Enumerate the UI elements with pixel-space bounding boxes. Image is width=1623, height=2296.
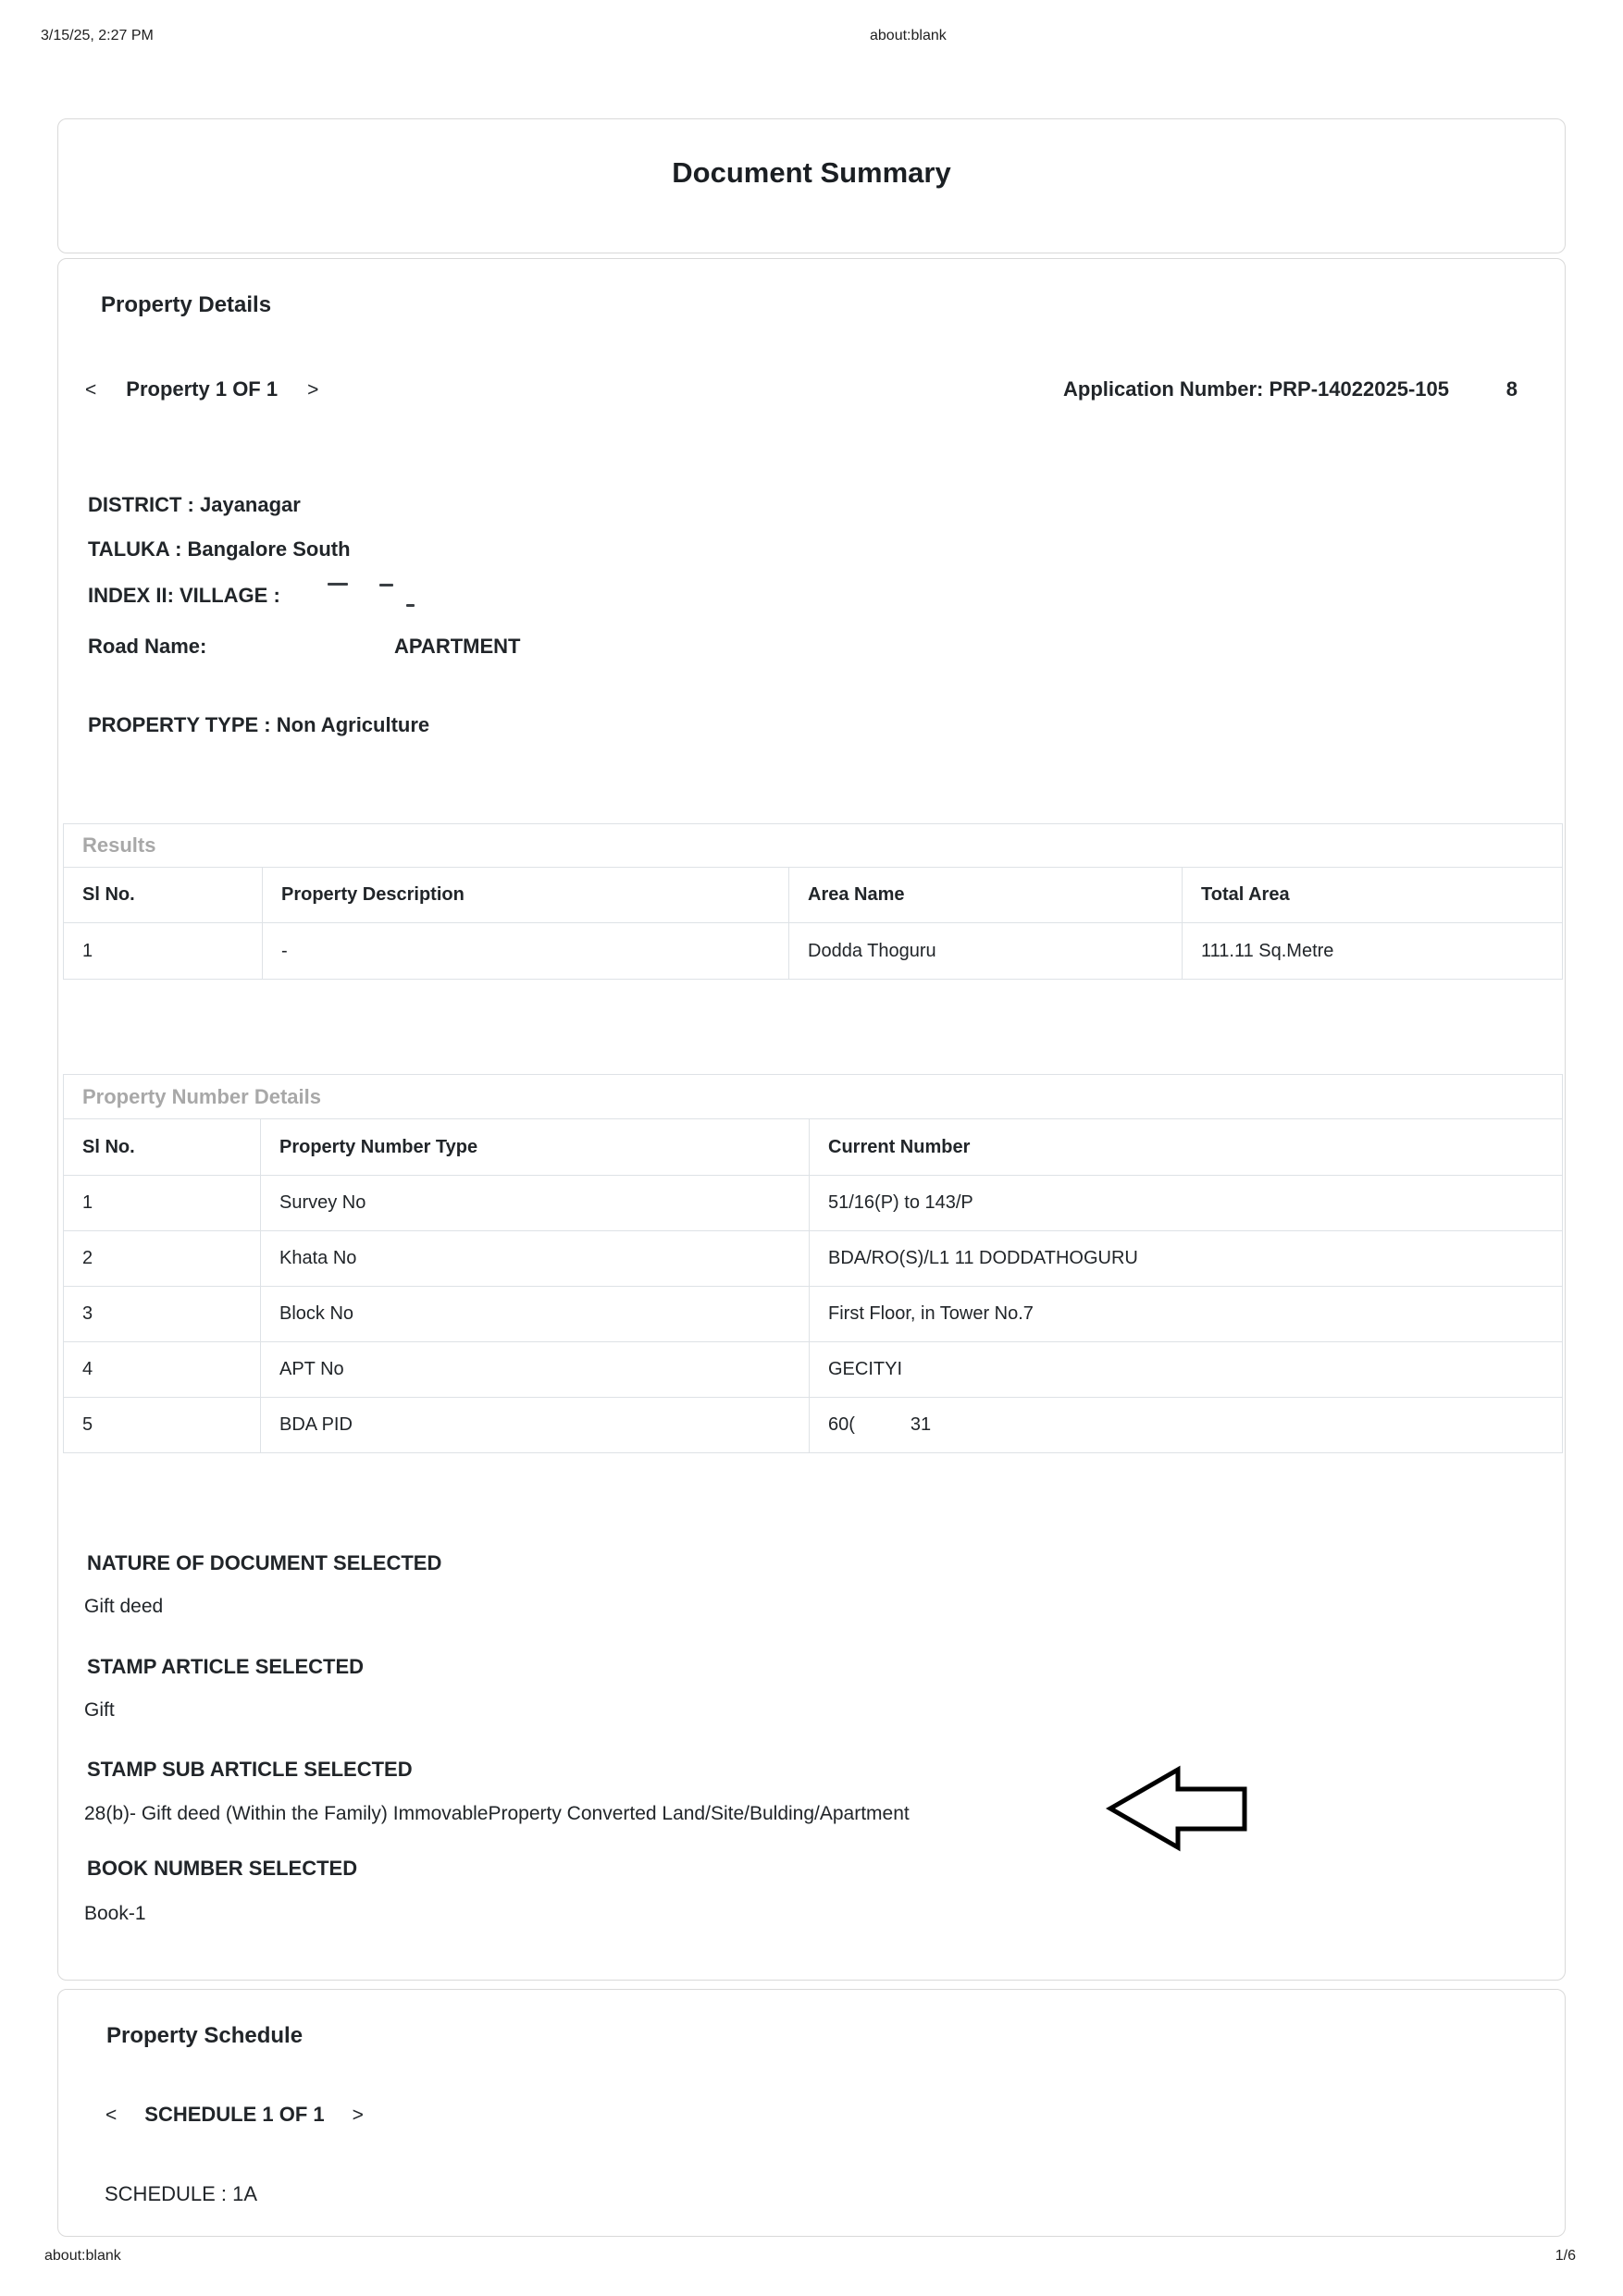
column-header: Current Number: [810, 1119, 1563, 1176]
redaction-remnant: [406, 604, 415, 607]
road-name-line: [88, 635, 521, 659]
print-footer-page-number: 1/6: [1555, 2248, 1576, 2264]
cell-number-type: APT No: [261, 1342, 810, 1398]
application-number-partial-char: 5: [1437, 377, 1449, 401]
stamp-article-value: Gift: [84, 1699, 115, 1721]
book-number-label: BOOK NUMBER SELECTED: [87, 1857, 358, 1880]
cell-current-number: GECITYI: [810, 1342, 1563, 1398]
cell-sl-no: 1: [64, 1176, 261, 1231]
column-header: Property Description: [263, 868, 789, 923]
schedule-line: SCHEDULE : 1A: [105, 2182, 258, 2205]
column-header: Sl No.: [64, 1119, 261, 1176]
results-table: [63, 823, 1563, 980]
schedule-pager-label: SCHEDULE 1 OF 1: [144, 2103, 325, 2126]
cell-area-name: Dodda Thoguru: [789, 923, 1183, 980]
table-row: [64, 1231, 1563, 1287]
redaction-remnant: [379, 584, 393, 586]
stamp-sub-article-label: STAMP SUB ARTICLE SELECTED: [87, 1758, 413, 1781]
print-header-timestamp: 3/15/25, 2:27 PM: [41, 28, 154, 43]
table-header-row: [64, 1119, 1563, 1176]
bda-pid-suffix: 31: [910, 1414, 932, 1435]
table-row: [64, 1398, 1563, 1453]
cell-current-number: 51/16(P) to 143/P: [810, 1176, 1563, 1231]
column-header: Property Number Type: [261, 1119, 810, 1176]
property-pager: [81, 377, 322, 401]
page-title: Document Summary: [672, 156, 951, 189]
stamp-sub-article-value: 28(b)- Gift deed (Within the Family) ImmovableProperty Converted Land/Site/Bulding/Apartment: [84, 1803, 910, 1824]
table-header-row: [64, 868, 1563, 923]
chevron-left-icon[interactable]: <: [85, 379, 97, 401]
results-caption: Results: [64, 824, 1563, 868]
application-number-text: Application Number: PRP-14022025-10: [1063, 377, 1438, 401]
stamp-article-label: STAMP ARTICLE SELECTED: [87, 1655, 365, 1678]
cell-sl-no: 5: [64, 1398, 261, 1453]
chevron-right-icon[interactable]: >: [352, 2105, 364, 2126]
cell-current-number: [810, 1398, 1563, 1453]
book-number-value: Book-1: [84, 1903, 146, 1924]
road-name-label: Road Name:: [88, 635, 207, 658]
cell-current-number: BDA/RO(S)/L1 11 DODDATHOGURU: [810, 1231, 1563, 1287]
document-summary-card: [57, 118, 1566, 253]
property-schedule-heading: Property Schedule: [106, 2023, 304, 2048]
redaction-remnant: [328, 583, 348, 586]
nature-of-document-label: NATURE OF DOCUMENT SELECTED: [87, 1551, 442, 1574]
column-header: Area Name: [789, 868, 1183, 923]
cell-number-type: Khata No: [261, 1231, 810, 1287]
property-pager-label: Property 1 OF 1: [126, 377, 279, 401]
property-type-line: PROPERTY TYPE : Non Agriculture: [88, 713, 430, 736]
application-number-tail: 8: [1505, 377, 1518, 401]
district-line: DISTRICT : Jayanagar: [88, 493, 301, 516]
table-caption-row: [64, 824, 1563, 868]
property-number-caption: Property Number Details: [64, 1075, 1563, 1119]
cell-current-number: First Floor, in Tower No.7: [810, 1287, 1563, 1342]
chevron-right-icon[interactable]: >: [307, 379, 319, 401]
table-row: [64, 1176, 1563, 1231]
annotation-arrow-left-icon: [1104, 1765, 1250, 1854]
property-details-heading: Property Details: [101, 292, 272, 317]
cell-number-type: Survey No: [261, 1176, 810, 1231]
schedule-pager: [102, 2103, 367, 2127]
table-row: [64, 1287, 1563, 1342]
index-village-line: INDEX II: VILLAGE :: [88, 584, 280, 607]
property-number-details-table: [63, 1074, 1563, 1453]
application-number: [1063, 377, 1518, 401]
cell-sl-no: 4: [64, 1342, 261, 1398]
property-details-card: [57, 258, 1566, 1981]
print-footer-source: about:blank: [44, 2248, 121, 2264]
chevron-left-icon[interactable]: <: [105, 2105, 118, 2126]
cell-sl-no: 2: [64, 1231, 261, 1287]
cell-property-description: -: [263, 923, 789, 980]
table-caption-row: [64, 1075, 1563, 1119]
column-header: Sl No.: [64, 868, 263, 923]
property-schedule-card: [57, 1989, 1566, 2237]
road-name-value: APARTMENT: [394, 635, 521, 658]
cell-sl-no: 1: [64, 923, 263, 980]
column-header: Total Area: [1183, 868, 1563, 923]
table-row: [64, 923, 1563, 980]
cell-total-area: 111.11 Sq.Metre: [1183, 923, 1563, 980]
print-header-title: about:blank: [870, 28, 947, 43]
cell-sl-no: 3: [64, 1287, 261, 1342]
bda-pid-prefix: 60(: [828, 1414, 855, 1435]
taluka-line: TALUKA : Bangalore South: [88, 537, 351, 561]
nature-of-document-value: Gift deed: [84, 1596, 164, 1617]
table-row: [64, 1342, 1563, 1398]
cell-number-type: BDA PID: [261, 1398, 810, 1453]
cell-number-type: Block No: [261, 1287, 810, 1342]
